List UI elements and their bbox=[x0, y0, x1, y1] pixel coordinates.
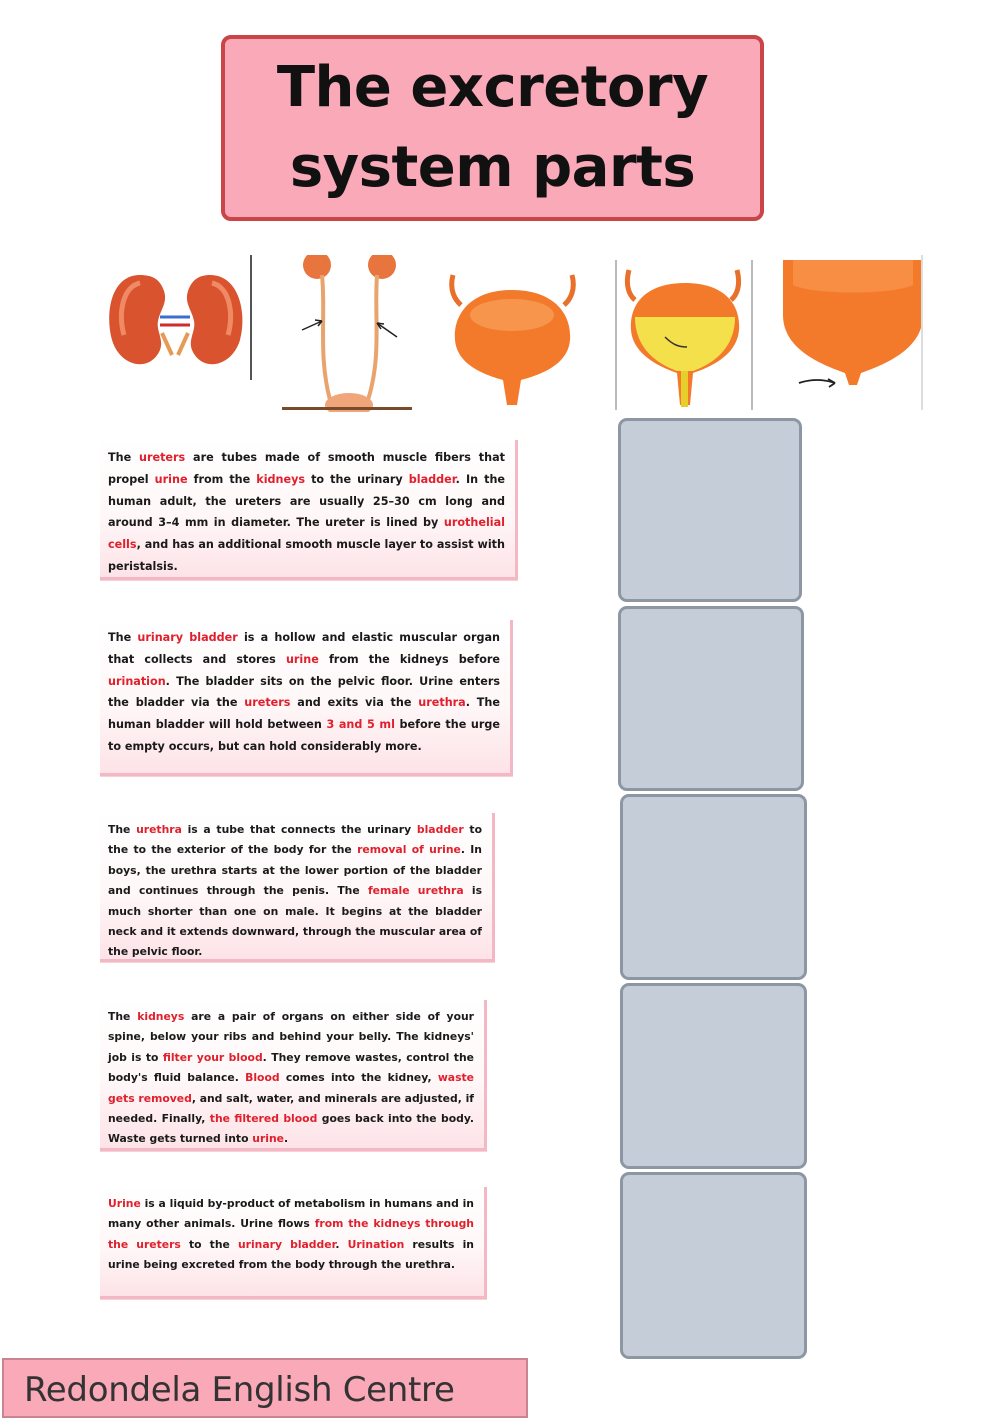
text-card-ureters[interactable] bbox=[100, 440, 518, 580]
card-text: . In boys, the urethra starts at the lower portion of the bladder and continues through the penis. The bbox=[108, 843, 482, 898]
card-text: are tubes made of smooth muscle fibers that propel bbox=[108, 451, 505, 486]
page-title-line-2: system parts bbox=[289, 135, 696, 200]
highlighted-term: urine bbox=[285, 652, 319, 666]
text-card-urine[interactable] bbox=[100, 1187, 487, 1299]
card-text: . In the human adult, the ureters are usually 25–30 cm long and around 3–4 mm in diameter. The ureter is lined by bbox=[108, 472, 506, 530]
footer-credit: Redondela English Centre bbox=[2, 1358, 528, 1418]
drop-zone-1[interactable] bbox=[618, 418, 802, 602]
card-text: results in urine being excreted from the body through the urethra. bbox=[108, 1237, 474, 1272]
page-title-line-1: The excretory bbox=[276, 55, 709, 120]
card-text: , and has an additional smooth muscle layer to assist with peristalsis. bbox=[108, 538, 505, 573]
highlighted-term: kidneys bbox=[256, 472, 306, 486]
highlighted-term: urethra bbox=[418, 696, 466, 710]
highlighted-term: urine bbox=[252, 1132, 285, 1146]
title-box bbox=[221, 35, 764, 221]
card-text: is a hollow and elastic muscular organ that collects and stores bbox=[108, 631, 500, 666]
text-card-kidneys[interactable] bbox=[100, 1000, 487, 1151]
highlighted-term: urinary bladder bbox=[137, 631, 238, 644]
highlighted-term: urothelial cells bbox=[108, 516, 505, 552]
card-text: before the urge to empty occurs, but can hold considerably more. bbox=[108, 718, 500, 753]
highlighted-term: the filtered blood bbox=[209, 1112, 318, 1126]
highlighted-term: filter your blood bbox=[162, 1050, 263, 1064]
card-text: . The human bladder will hold between bbox=[108, 696, 500, 732]
bladder-urine-icon[interactable] bbox=[615, 255, 755, 412]
highlighted-term: kidneys bbox=[137, 1010, 185, 1023]
highlighted-term: ureters bbox=[139, 451, 186, 464]
drop-zone-5[interactable] bbox=[620, 1172, 807, 1359]
card-text: . bbox=[335, 1237, 348, 1251]
card-text: to the to the exterior of the body for the bbox=[108, 823, 482, 857]
card-text: from the kidneys before bbox=[318, 652, 501, 666]
highlighted-term: 3 and 5 ml bbox=[326, 718, 395, 732]
card-text: . bbox=[284, 1132, 289, 1146]
card-text: . They remove wastes, control the body's fluid balance. bbox=[108, 1050, 474, 1085]
highlighted-term: Urination bbox=[347, 1237, 405, 1251]
card-text: goes back into the body. Waste gets turned into bbox=[108, 1112, 475, 1146]
card-text: is a liquid by-product of metabolism in humans and in many other animals. Urine flows bbox=[108, 1197, 474, 1231]
card-text: are a pair of organs on either side of your spine, below your ribs and behind your belly. The kidneys' job is to bbox=[108, 1010, 474, 1064]
card-text: The bbox=[108, 451, 140, 464]
card-text: The bbox=[108, 823, 137, 836]
ureters-icon[interactable] bbox=[282, 255, 412, 412]
highlighted-term: urinary bladder bbox=[237, 1237, 336, 1251]
highlighted-term: urethra bbox=[136, 823, 182, 836]
drop-zone-2[interactable] bbox=[618, 606, 804, 791]
card-text: comes into the kidney, bbox=[279, 1071, 438, 1085]
card-text: and exits via the bbox=[290, 696, 419, 710]
kidneys-icon[interactable] bbox=[100, 255, 252, 412]
card-text: to the bbox=[180, 1237, 238, 1251]
highlighted-term: female urethra bbox=[367, 884, 464, 898]
card-text: from the bbox=[187, 472, 257, 486]
card-text: , and salt, water, and minerals are adjusted, if needed. Finally, bbox=[108, 1091, 474, 1126]
bladder-icon[interactable] bbox=[445, 255, 580, 412]
drop-zone-3[interactable] bbox=[620, 794, 807, 980]
card-text: The bbox=[108, 1010, 138, 1023]
highlighted-term: urine bbox=[154, 472, 188, 486]
card-text: is a tube that connects the urinary bbox=[181, 823, 417, 836]
highlighted-term: urination bbox=[108, 674, 166, 688]
drop-zone-4[interactable] bbox=[620, 983, 807, 1169]
highlighted-term: Blood bbox=[245, 1071, 280, 1085]
highlighted-term: bladder bbox=[416, 823, 464, 836]
card-text: is much shorter than one on male. It begins at the bladder neck and it extends downward, through the muscular area of the pelvic floor. bbox=[108, 884, 482, 959]
text-card-bladder[interactable] bbox=[100, 620, 513, 776]
highlighted-term: Urine bbox=[108, 1197, 141, 1210]
highlighted-term: ureters bbox=[244, 696, 291, 710]
highlighted-term: removal of urine bbox=[357, 843, 461, 857]
card-text: to the urinary bbox=[305, 472, 409, 486]
highlighted-term: bladder bbox=[408, 472, 456, 486]
highlighted-term: waste gets removed bbox=[108, 1071, 474, 1105]
card-text: . The bladder sits on the pelvic floor. Urine enters the bladder via the bbox=[108, 674, 500, 710]
text-card-urethra[interactable] bbox=[100, 813, 495, 962]
card-text: The bbox=[108, 631, 138, 644]
highlighted-term: from the kidneys through the ureters bbox=[108, 1217, 474, 1251]
urethra-icon[interactable] bbox=[783, 255, 923, 412]
